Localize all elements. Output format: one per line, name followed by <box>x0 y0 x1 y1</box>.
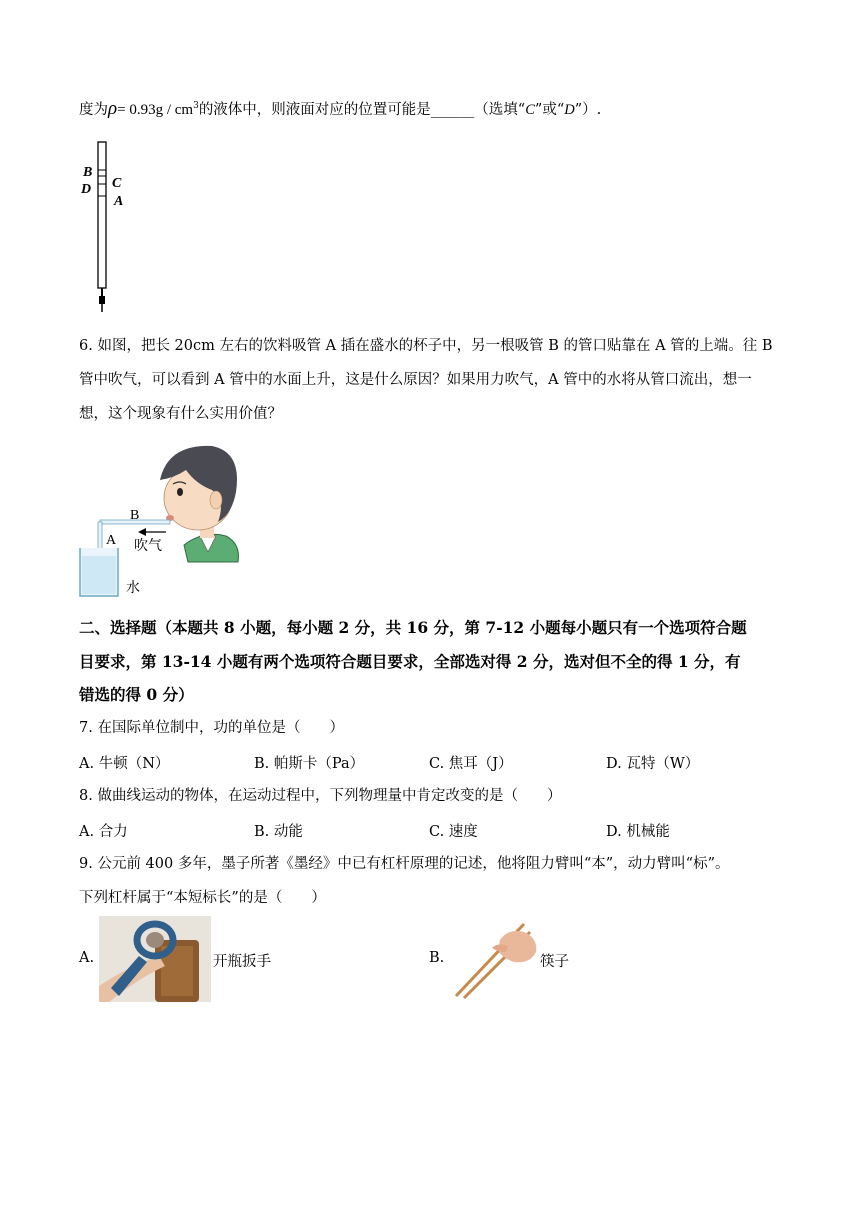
water <box>82 556 116 594</box>
label-straw-a: A <box>106 533 117 548</box>
boy-ear <box>210 491 222 509</box>
q5-end: ”）. <box>574 101 602 118</box>
section-heading-line-3: 错选的得 0 分） <box>79 685 194 704</box>
label-d: D <box>81 182 92 197</box>
q6-line-2: 管中吹气，可以看到 A 管中的水面上升，这是什么原因？如果用力吹气，A 管中的水将从管口流出，想一 <box>79 372 752 388</box>
q8-option-d: D. 机械能 <box>606 824 670 840</box>
q7-option-c: C. 焦耳（J） <box>429 756 513 772</box>
q7-option-b: B. 帕斯卡（Pa） <box>254 756 365 772</box>
q5-formula-exp: 3 <box>193 101 199 111</box>
q8-option-c: C. 速度 <box>429 824 478 840</box>
q8-stem: 8. 做曲线运动的物体，在运动过程中，下列物理量中肯定改变的是（ ） <box>79 788 562 804</box>
section-heading-line-1: 二、选择题（本题共 8 小题，每小题 2 分，共 16 分，第 7-12 小题每小题只有一个选项符合题 <box>79 618 747 637</box>
label-c: C <box>112 176 122 191</box>
boy-eye <box>177 488 183 496</box>
label-blow: 吹气 <box>134 539 162 554</box>
label-water: 水 <box>126 581 140 596</box>
q5-prefix: 度为 <box>79 101 108 118</box>
chopsticks-image <box>452 918 538 1000</box>
label-b: B <box>83 165 93 180</box>
q6-line-1: 6. 如图，把长 20cm 左右的饮料吸管 A 插在盛水的杯子中，另一根吸管 B 的管口贴靠在 A 管的上端。往 B <box>79 338 773 354</box>
q5-option-c: C <box>525 101 535 118</box>
densimeter-figure <box>78 140 128 316</box>
q5-suffix: 的液体中，则液面对应的位置可能是______（选填“ <box>198 101 526 118</box>
densimeter-bulb <box>99 296 105 304</box>
q8-option-a: A. 合力 <box>79 824 128 840</box>
q5-option-d: D <box>564 101 575 118</box>
q9-option-b-letter: B. <box>429 950 445 966</box>
q5-mid: ”或“ <box>534 101 565 118</box>
finger <box>492 944 508 952</box>
q9-option-a-letter: A. <box>79 950 95 966</box>
densimeter-tube <box>98 142 106 288</box>
blowing-straw-figure <box>76 440 244 600</box>
bottle-cap <box>146 932 164 948</box>
q7-option-d: D. 瓦特（W） <box>606 756 700 772</box>
label-straw-b: B <box>130 508 140 523</box>
q9-line-1: 9. 公元前 400 多年，墨子所著《墨经》中已有杠杆原理的记述，他将阻力臂叫“本”，动力臂叫“标”。 <box>79 856 730 872</box>
q8-option-b: B. 动能 <box>254 824 303 840</box>
q5-formula: = 0.93g / cm <box>117 101 194 118</box>
q9-option-b-text: 筷子 <box>540 954 569 970</box>
bottle-opener-image <box>99 916 211 1002</box>
section-heading-line-2: 目要求，第 13-14 小题有两个选项符合题目要求，全部选对得 2 分，选对但不全的得 1 分，有 <box>79 652 741 671</box>
q7-option-a: A. 牛顿（N） <box>79 756 170 772</box>
q7-stem: 7. 在国际单位制中，功的单位是（ ） <box>79 720 344 736</box>
label-a: A <box>114 194 124 209</box>
q9-option-a-text: 开瓶扳手 <box>213 954 271 970</box>
q9-line-2: 下列杠杆属于“本短标长”的是（ ） <box>79 890 326 906</box>
blow-arrow-head <box>138 528 146 536</box>
q5-rho: ρ <box>108 97 118 119</box>
q5-text-line <box>79 96 601 120</box>
q6-line-3: 想，这个现象有什么实用价值？ <box>79 406 282 422</box>
